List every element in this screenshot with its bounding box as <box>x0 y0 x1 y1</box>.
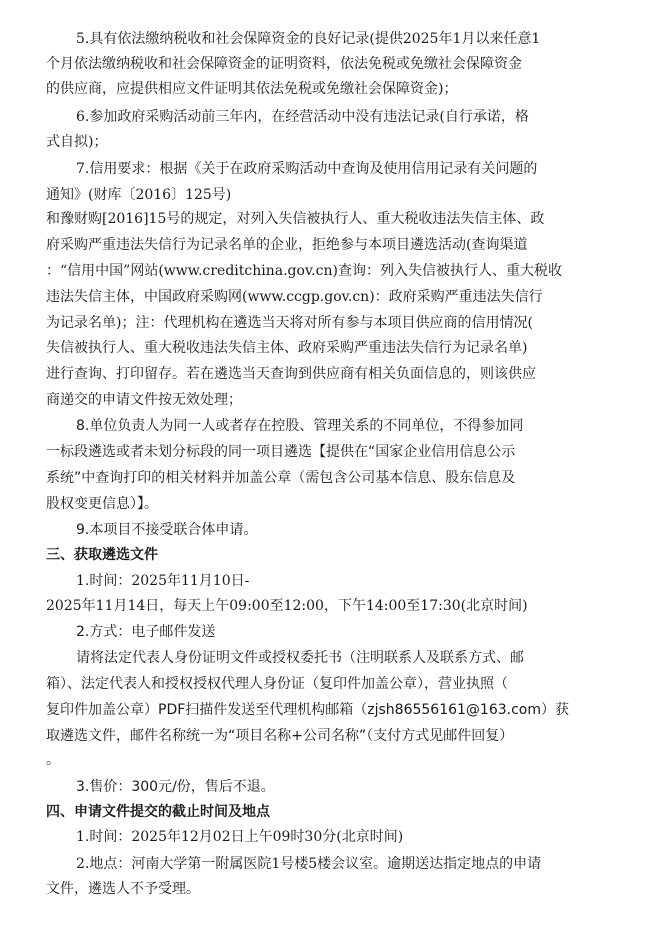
text-line: 取遴选文件，邮件名称统一为“项目名称+公司名称”（支付方式见邮件回复） <box>46 728 514 744</box>
text-line: 3.售价：300元/份，售后不退。 <box>76 779 275 795</box>
text-line: 箱）、法定代表人和授权授权代理人身份证（复印件加盖公章），营业执照（ <box>46 676 508 692</box>
text-line: 6.参加政府采购活动前三年内，在经营活动中没有违法记录(自行承诺，格 <box>76 109 529 125</box>
text-line: 失信被执行人、重大税收违法失信主体、政府采购严重违法失信行为记录名单) <box>46 340 528 356</box>
text-line: 的供应商，应提供相应文件证明其依法免税或免缴社会保障资金)； <box>46 81 458 97</box>
text-line: 府采购严重违法失信行为记录名单的企业，拒绝参与本项目遴选活动(查询渠道 <box>46 237 528 253</box>
section-heading: 三、获取遴选文件 <box>46 547 158 563</box>
section-heading: 四、申请文件提交的截止时间及地点 <box>46 804 270 820</box>
text-line: 商递交的申请文件按无效处理； <box>46 392 242 408</box>
text-line: 一标段遴选或者未划分标段的同一项目遴选【提供在“国家企业信用信息公示 <box>46 444 516 460</box>
text-line: 2.地点：河南大学第一附属医院1号楼5楼会议室。逾期送达指定地点的申请 <box>76 856 542 872</box>
text-line: 5.具有依法缴纳税收和社会保障资金的良好记录(提供2025年1月以来任意1 <box>76 31 541 47</box>
text-line: 通知》(财库〔2016〕125号) <box>46 187 232 203</box>
text-line: 股权变更信息）】。 <box>46 496 158 512</box>
text-line: 系统”中查询打印的相关材料并加盖公章（需包含公司基本信息、股东信息及 <box>46 470 516 486</box>
text-line: 。 <box>46 752 60 768</box>
text-line: 9.本项目不接受联合体申请。 <box>76 522 258 538</box>
text-line: 8.单位负责人为同一人或者存在控股、管理关系的不同单位，不得参加同 <box>76 418 524 434</box>
text-line: 请将法定代表人身份证明文件或授权委托书（注明联系人及联系方式、邮 <box>76 650 524 666</box>
text-line: 2.方式：电子邮件发送 <box>76 624 216 640</box>
text-line: 为记录名单)；注：代理机构在遴选当天将对所有参与本项目供应商的信用情况( <box>46 315 533 331</box>
text-line: 文件，遴选人不予受理。 <box>46 881 200 897</box>
text-line: 式自拟)； <box>46 134 108 150</box>
text-line: 进行查询、打印留存。若在遴选当天查询到供应商有相关负面信息的，则该供应 <box>46 366 536 382</box>
text-line: 1.时间：2025年12月02日上午09时30分(北京时间) <box>76 829 404 845</box>
text-line: 1.时间：2025年11月10日- <box>76 573 250 589</box>
text-line: 复印件加盖公章）PDF扫描件发送至代理机构邮箱（zjsh86556161@163.com）获 <box>46 702 570 718</box>
text-line: 7.信用要求：根据《关于在政府采购活动中查询及使用信用记录有关问题的 <box>76 161 538 177</box>
text-line: 个月依法缴纳税收和社会保障资金的证明资料，依法免税或免缴社会保障资金 <box>46 56 522 72</box>
text-line: 2025年11月14日，每天上午09:00至12:00，下午14:00至17:30(北京时间) <box>46 598 528 614</box>
text-line: 违法失信主体，中国政府采购网(www.ccgp.gov.cn)：政府采购严重违法失信行 <box>46 289 543 305</box>
text-line: ：“信用中国”网站(www.creditchina.gov.cn)查询：列入失信被执行人、重大税收 <box>46 263 562 279</box>
text-line: 和豫财购[2016]15号的规定，对列入失信被执行人、重大税收违法失信主体、政 <box>46 211 545 227</box>
